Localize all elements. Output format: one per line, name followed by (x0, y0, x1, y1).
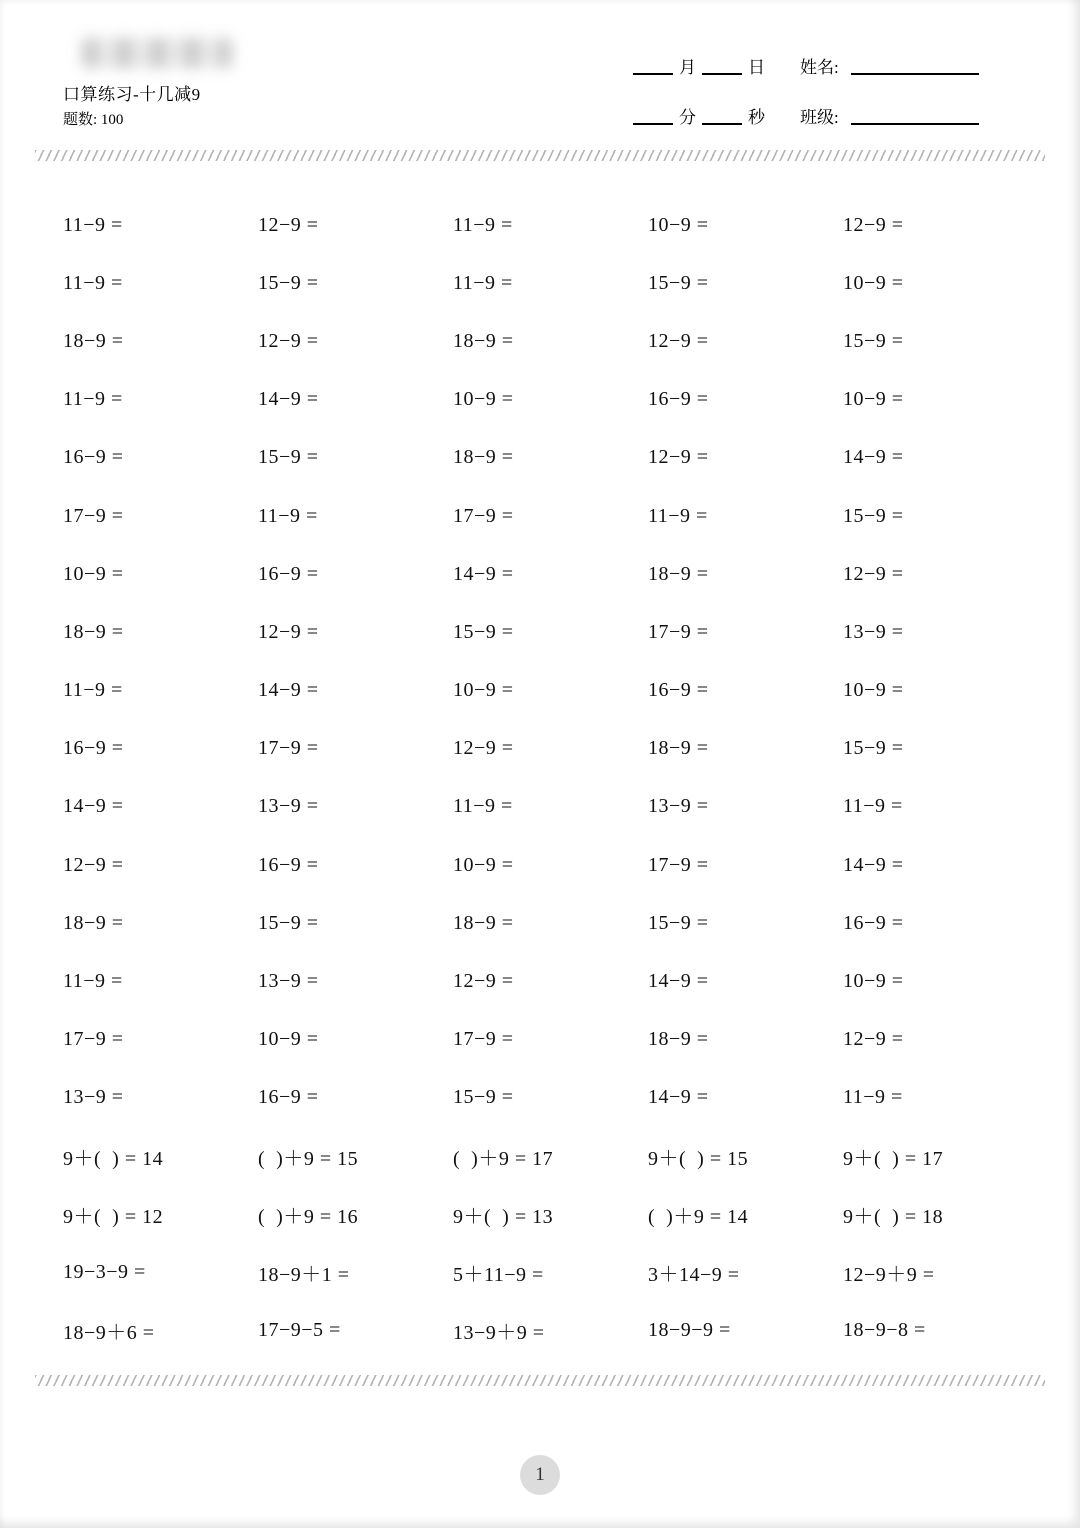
problem: 16−9 = (258, 562, 319, 585)
problem: 17−9−5 = (258, 1319, 341, 1342)
problem: 9＋( ) = 14 (63, 1147, 164, 1170)
problem: 10−9 = (843, 970, 904, 993)
problem: 18−9 = (63, 911, 124, 934)
problems-grid (63, 196, 1038, 1360)
problem: 10−9 = (258, 1028, 319, 1051)
second-label: 秒 (748, 108, 765, 127)
divider-hatch-top (35, 150, 1045, 161)
problem: 9＋( ) = 18 (843, 1205, 944, 1228)
problem: 16−9 = (843, 911, 904, 934)
month-blank-line (633, 61, 673, 75)
problem: 18−9 = (648, 737, 709, 760)
name-class-fields (800, 52, 1000, 152)
problem: 17−9 = (63, 504, 124, 527)
problem: ( )＋9 = 15 (258, 1147, 359, 1170)
problem: 14−9 = (453, 562, 514, 585)
problem: 12−9 = (843, 562, 904, 585)
day-blank-line (702, 61, 742, 75)
problem: 9＋( ) = 13 (453, 1205, 554, 1228)
class-blank-line (851, 111, 979, 125)
problem: 11−9 = (63, 213, 123, 236)
problem: 13−9 = (843, 620, 904, 643)
problem: 11−9 = (453, 213, 513, 236)
day-label: 日 (748, 58, 765, 77)
problem: 15−9 = (843, 329, 904, 352)
name-row (800, 52, 1000, 78)
problem: 15−9 = (843, 737, 904, 760)
problem-count-label: 题数: 100 (63, 112, 124, 128)
divider-hatch-bottom (35, 1375, 1045, 1386)
date-row (633, 52, 793, 78)
problem: 12−9 = (453, 970, 514, 993)
problem: 15−9 = (648, 911, 709, 934)
problem: 14−9 = (63, 795, 124, 818)
problem: 15−9 = (258, 446, 319, 469)
problem: 15−9 = (453, 1086, 514, 1109)
problem: 12−9 = (843, 213, 904, 236)
minute-blank-line (633, 111, 673, 125)
problem: 12−9 = (63, 853, 124, 876)
page-number: 1 (535, 1464, 545, 1485)
problem: 15−9 = (258, 911, 319, 934)
problem: ( )＋9 = 17 (453, 1147, 554, 1170)
problem: 11−9 = (258, 504, 318, 527)
problem: 10−9 = (453, 853, 514, 876)
problem: 17−9 = (648, 620, 709, 643)
name-blank-line (851, 61, 979, 75)
problem: 13−9 = (63, 1086, 124, 1109)
problem: 18−9 = (63, 620, 124, 643)
problem: 17−9 = (258, 737, 319, 760)
problem: 16−9 = (258, 1086, 319, 1109)
problem: 14−9 = (648, 970, 709, 993)
problem: 13−9 = (258, 795, 319, 818)
page-number-badge (520, 1455, 560, 1495)
problem: 11−9 = (648, 504, 708, 527)
problem: 12−9＋9 = (843, 1263, 935, 1286)
problem: 12−9 = (258, 213, 319, 236)
problem: 18−9 = (63, 329, 124, 352)
time-row (633, 102, 793, 128)
problem: 16−9 = (648, 679, 709, 702)
problem: 13−9 = (648, 795, 709, 818)
problem: ( )＋9 = 16 (258, 1205, 359, 1228)
problem: 17−9 = (63, 1028, 124, 1051)
problem: 13−9 = (258, 970, 319, 993)
problem: 11−9 = (453, 795, 513, 818)
problem: 10−9 = (843, 679, 904, 702)
problem: 18−9−8 = (843, 1319, 926, 1342)
problem: 15−9 = (648, 271, 709, 294)
problem: 5＋11−9 = (453, 1263, 544, 1286)
problem: 18−9 = (453, 446, 514, 469)
problem: 9＋( ) = 12 (63, 1205, 164, 1228)
problem: 18−9 = (648, 562, 709, 585)
problem: 18−9 = (648, 1028, 709, 1051)
problem: 11−9 = (843, 1086, 903, 1109)
problem: 18−9 = (453, 329, 514, 352)
problem: 18−9＋1 = (258, 1263, 350, 1286)
problem: 16−9 = (63, 737, 124, 760)
problem: 16−9 = (63, 446, 124, 469)
problem: 12−9 = (453, 737, 514, 760)
problem: 17−9 = (453, 1028, 514, 1051)
problem: 15−9 = (843, 504, 904, 527)
problem: 10−9 = (453, 679, 514, 702)
problem: 11−9 = (63, 388, 123, 411)
problem: 18−9 = (453, 911, 514, 934)
problem: 18−9＋6 = (63, 1322, 155, 1345)
date-time-fields (633, 52, 793, 152)
problem: 16−9 = (648, 388, 709, 411)
problem: 14−9 = (648, 1086, 709, 1109)
problem: 10−9 = (843, 271, 904, 294)
problem: 13−9＋9 = (453, 1322, 545, 1345)
second-blank-line (702, 111, 742, 125)
problem: 18−9−9 = (648, 1319, 731, 1342)
class-row (800, 102, 1000, 128)
problem: 10−9 = (843, 388, 904, 411)
problem: 10−9 = (63, 562, 124, 585)
problem: 17−9 = (453, 504, 514, 527)
problem: 11−9 = (843, 795, 903, 818)
problem: 16−9 = (258, 853, 319, 876)
problem: 12−9 = (258, 620, 319, 643)
problem: 14−9 = (843, 446, 904, 469)
problem: 14−9 = (843, 853, 904, 876)
worksheet-title: 口算练习-十几减9 (63, 85, 201, 104)
problem: 15−9 = (453, 620, 514, 643)
problem: 15−9 = (258, 271, 319, 294)
name-label: 姓名: (800, 58, 839, 77)
problem: 10−9 = (453, 388, 514, 411)
problem: 3＋14−9 = (648, 1263, 740, 1286)
class-label: 班级: (800, 108, 839, 127)
problem: 12−9 = (648, 329, 709, 352)
logo-watermark (82, 38, 232, 68)
problem: ( )＋9 = 14 (648, 1205, 749, 1228)
minute-label: 分 (679, 108, 696, 127)
problem: 12−9 = (648, 446, 709, 469)
problem: 12−9 = (258, 329, 319, 352)
problem: 17−9 = (648, 853, 709, 876)
problem: 11−9 = (63, 970, 123, 993)
month-label: 月 (679, 58, 696, 77)
problem: 10−9 = (648, 213, 709, 236)
problem: 11−9 = (453, 271, 513, 294)
problem: 9＋( ) = 15 (648, 1147, 749, 1170)
problem: 14−9 = (258, 388, 319, 411)
problem: 9＋( ) = 17 (843, 1147, 944, 1170)
problem: 19−3−9 = (63, 1260, 146, 1283)
problem: 12−9 = (843, 1028, 904, 1051)
problem: 14−9 = (258, 679, 319, 702)
problem: 11−9 = (63, 679, 123, 702)
problem: 11−9 = (63, 271, 123, 294)
